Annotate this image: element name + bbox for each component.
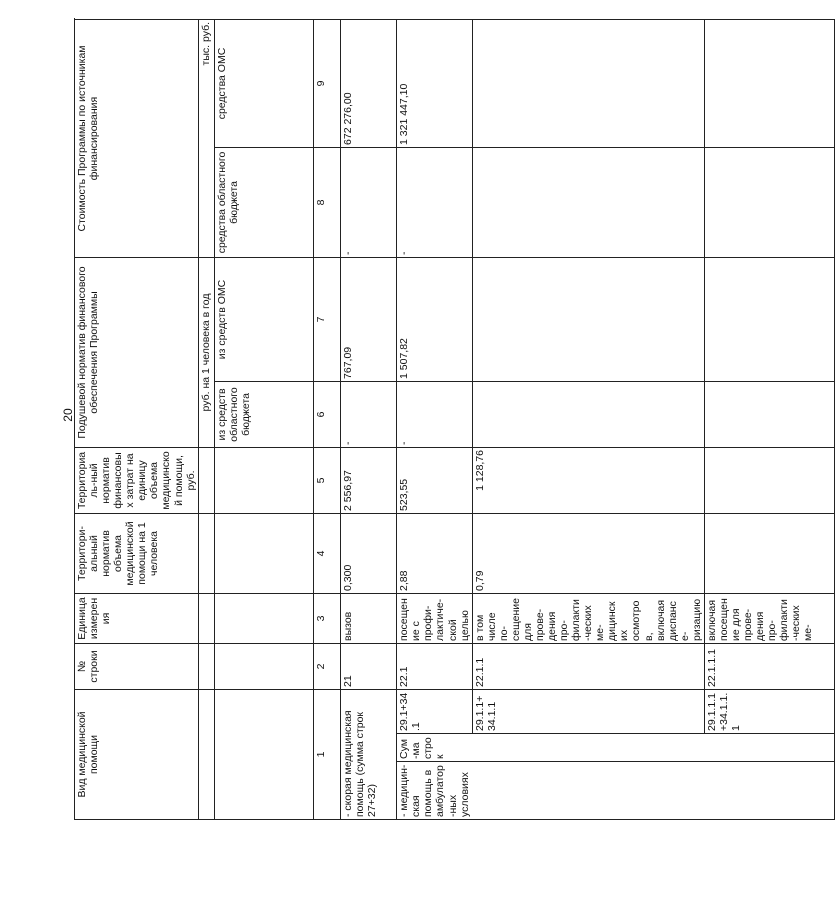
header-podushevoy-unit: руб. на 1 человека в год [198,257,214,447]
header-edinica: Единица измерения [75,593,199,643]
table-row [704,19,834,819]
row-oms: 767,09 [341,257,397,381]
row-line: 22.1.1.1 [704,643,834,689]
row-line: 22.1 [397,643,472,689]
table-row [341,19,397,819]
row-sub2: 29.1.1+34.1.1 [472,689,704,733]
header-stoimost: Стоимость Программы по источникам финансирования [75,19,199,257]
header-row-1 [75,19,199,819]
program-cost-table [74,19,835,820]
column-number-row [314,19,341,819]
row-sub2: 29.1.1.1+34.1.1.1 [704,689,834,733]
col-num-6: 6 [314,381,341,447]
header-row-2 [198,19,214,819]
row-fin: 1 128,76 [472,447,704,513]
row-budget: - [341,381,397,447]
row-budget: - [397,381,472,447]
header-row-3 [214,19,314,819]
header-cost-oms: средства ОМС [214,19,314,147]
row-cost-budget: - [397,147,472,257]
col-num-5: 5 [314,447,341,513]
col-num-3: 3 [314,593,341,643]
col-num-4: 4 [314,513,341,593]
row-norm: 0,300 [341,513,397,593]
header-norm-fin: Территориаль-ный норматив финансовых затрат на единицу объема медицинской помощи, руб. [75,447,199,513]
row-unit: посещение с профи-лактиче-ской целью [397,593,472,643]
page-number: 20 [61,408,75,422]
row-unit: включая посещение для прове-дения про-филакти-ческих ме- [704,593,834,643]
row-fin: 523,55 [397,447,472,513]
table-row [397,19,472,819]
row-cost-oms: 672 276,00 [341,19,397,147]
row-sub: Сум-ма строк [397,734,835,762]
row-cost-oms: 1 321 447,10 [397,19,472,147]
table-row [472,19,704,819]
row-name: - медицин-ская помощь в амбулатор-ных условиях [397,762,835,820]
header-stoimost-unit: тыс. руб. [198,19,214,257]
rotated-table-wrapper [74,20,815,820]
row-norm: 0,79 [472,513,704,593]
header-vid-pomoshchi: Вид медицинской помощи [75,689,199,819]
header-podushevoy: Подушевой норматив финансового обеспечения Программы [75,257,199,447]
header-budget: из средств областного бюджета [214,381,314,447]
header-nomer-stroki: № строки [75,643,199,689]
header-oms: из средств ОМС [214,257,314,381]
col-num-1: 1 [314,689,341,819]
row-cost-budget: - [341,147,397,257]
row-line: 22.1.1 [472,643,704,689]
row-unit: вызов [341,593,397,643]
row-sub2: 29.1+34.1 [397,689,472,733]
row-unit: в том числе по-сещение для прове-дения про-филакти-ческих ме-дицинских осмотров, включая диспансе-ризацию [472,593,704,643]
col-num-8: 8 [314,147,341,257]
header-norm-obema: Территори-альный норматив объема медицинской помощи на 1 человека [75,513,199,593]
col-num-2: 2 [314,643,341,689]
col-num-7: 7 [314,257,341,381]
row-fin: 2 556,97 [341,447,397,513]
col-num-9: 9 [314,19,341,147]
row-line: 21 [341,643,397,689]
header-cost-budget: средства областного бюджета [214,147,314,257]
row-oms: 1 507,82 [397,257,472,381]
row-norm: 2,88 [397,513,472,593]
row-name: - скорая медицинская помощь (сумма строк 27+32) [341,689,397,819]
